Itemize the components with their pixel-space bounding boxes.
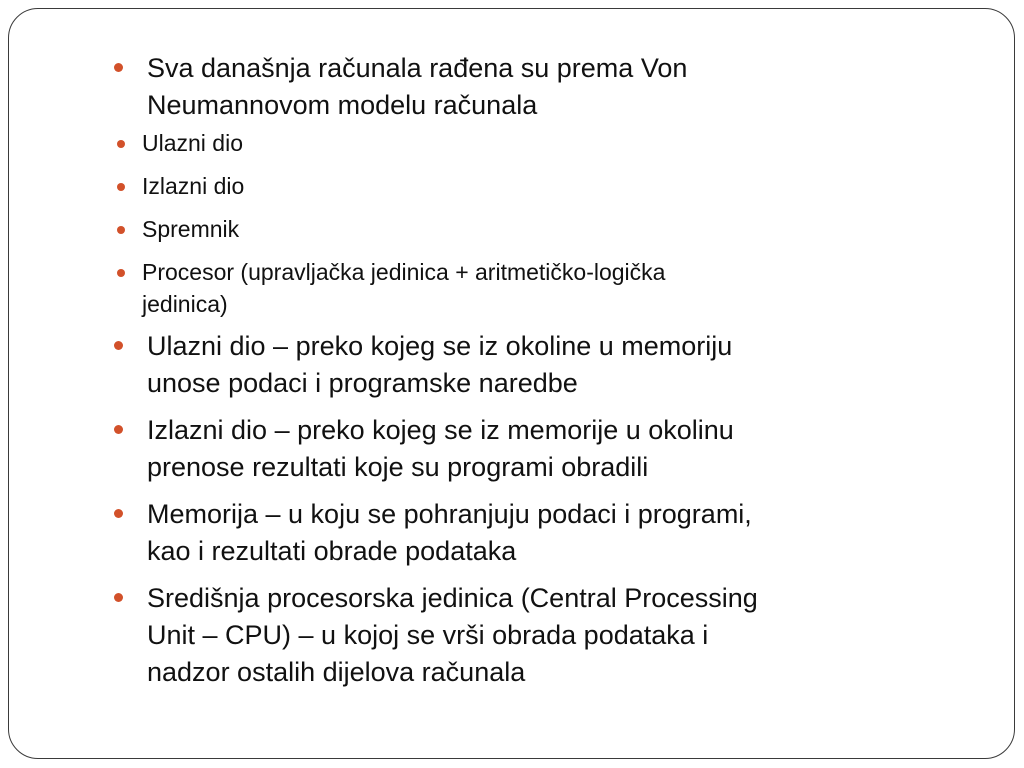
sub-bullet-storage <box>112 213 932 245</box>
sub-bullet-text-line: jedinica) <box>142 291 228 317</box>
bullet-text-line: Memorija – u koju se pohranjuju podaci i programi, <box>147 499 752 529</box>
sub-bullet-text: Ulazni dio <box>142 130 243 156</box>
sub-bullet-dot <box>117 183 125 191</box>
bullet-von-neumann <box>112 50 932 124</box>
bullet-text-line: Sva današnja računala rađena su prema Von <box>147 53 688 83</box>
sub-bullet-dot <box>117 140 125 148</box>
sub-bullet-output <box>112 170 932 202</box>
slide-content <box>112 50 932 701</box>
bullet-dot <box>114 509 123 518</box>
bullet-input-unit <box>112 328 932 402</box>
sub-bullet-text: Izlazni dio <box>142 173 245 199</box>
bullet-text-line: Izlazni dio – preko kojeg se iz memorije u okolinu <box>147 415 734 445</box>
sub-bullet-dot <box>117 226 125 234</box>
bullet-memory <box>112 496 932 570</box>
sub-bullet-text-line: Procesor (upravljačka jedinica + aritmetičko-logička <box>142 259 666 285</box>
bullet-text-line: prenose rezultati koje su programi obradili <box>147 452 649 482</box>
bullet-output-unit <box>112 412 932 486</box>
sub-bullet-processor <box>112 256 932 320</box>
bullet-text-line: unose podaci i programske naredbe <box>147 368 578 398</box>
bullet-dot <box>114 593 123 602</box>
bullet-text-line: nadzor ostalih dijelova računala <box>147 657 526 687</box>
sub-bullet-input <box>112 127 932 159</box>
bullet-dot <box>114 425 123 434</box>
sub-bullet-text: Spremnik <box>142 216 240 242</box>
bullet-text-line: Neumannovom modelu računala <box>147 90 538 120</box>
sub-bullet-dot <box>117 269 125 277</box>
sub-bullet-list <box>112 127 932 320</box>
bullet-dot <box>114 63 123 72</box>
bullet-cpu <box>112 580 932 691</box>
bullet-dot <box>114 341 123 350</box>
bullet-text-line: Središnja procesorska jedinica (Central Processing <box>147 583 758 613</box>
bullet-text-line: Unit – CPU) – u kojoj se vrši obrada podataka i <box>147 620 709 650</box>
bullet-text-line: Ulazni dio – preko kojeg se iz okoline u memoriju <box>147 331 733 361</box>
bullet-text-line: kao i rezultati obrade podataka <box>147 536 517 566</box>
